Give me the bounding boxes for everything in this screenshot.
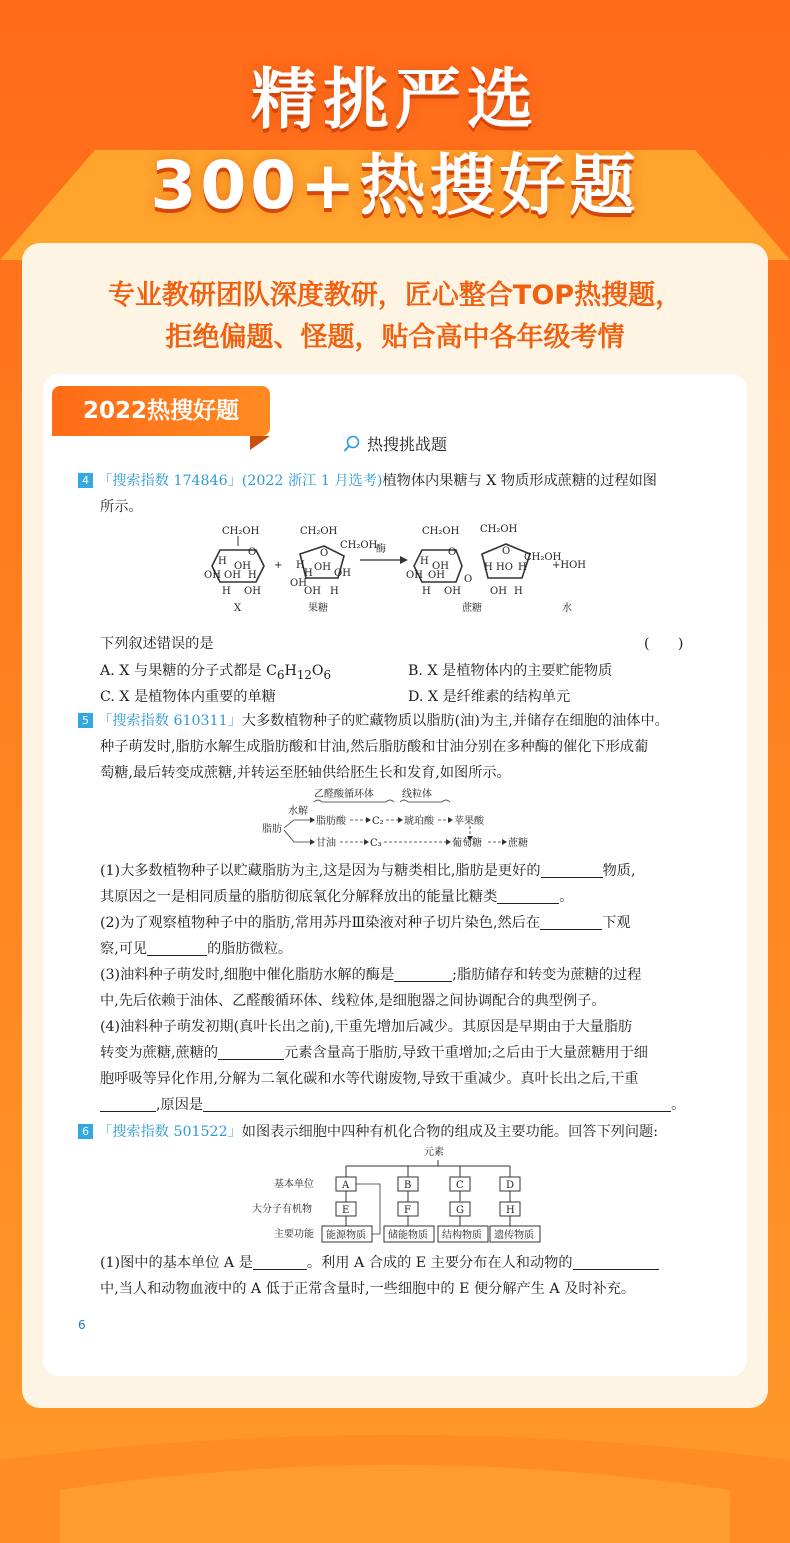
fig-fatty-acid: 脂肪酸 xyxy=(316,816,346,827)
q4-option-b: B. X 是植物体内的主要贮能物质 xyxy=(408,663,613,679)
plus-sign: + xyxy=(274,560,283,571)
q4-number: 4 xyxy=(78,473,93,488)
unit-b: B xyxy=(404,1180,412,1191)
q6-p1a: (1)图中的基本单位 A 是 xyxy=(100,1255,253,1271)
q5-stem-line3: 萄糖,最后转变成蔗糖,并转运至胚轴供给胚生长和发育,如图所示。 xyxy=(100,765,511,781)
enzyme-label: 酶 xyxy=(376,544,386,555)
q5-p1-line1 xyxy=(100,858,700,884)
q5-p4c: 元素含量高于脂肪,导致干重增加;之后由于大量蔗糖用于细 xyxy=(284,1045,648,1061)
hero-title-line2: 300+热搜好题 xyxy=(150,147,640,224)
q4-answer-paren: ( ) xyxy=(644,636,684,652)
func-structure: 结构物质 xyxy=(442,1230,482,1241)
q4-text xyxy=(78,468,698,520)
q4-search-tag: 「搜索指数 174846」 xyxy=(98,473,242,489)
fig-element: 元素 xyxy=(424,1147,444,1158)
opt-a-sub3: 6 xyxy=(323,667,332,682)
fru-h3: H xyxy=(330,586,339,597)
suc-ch2oh1: CH₂OH xyxy=(422,526,460,537)
fig-c2: C₂ xyxy=(372,816,384,827)
macro-f: F xyxy=(404,1205,411,1216)
section-title-text: 热搜挑战题 xyxy=(366,435,447,454)
x-h1: H xyxy=(218,556,227,567)
q5-stem-line1: 大多数植物种子的贮藏物质以脂肪(油)为主,并储存在细胞的油体中。 xyxy=(241,713,669,729)
suc-oh1: OH xyxy=(432,561,449,572)
q6-p1-line1 xyxy=(100,1250,700,1276)
q5-line1 xyxy=(78,708,698,734)
q5-p3-line1 xyxy=(100,962,700,988)
q5-p2d: 的脂肪微粒。 xyxy=(207,941,293,957)
unit-d: D xyxy=(506,1180,515,1191)
q5-p1a: (1)大多数植物种子以贮藏脂肪为主,这是因为与糖类相比,脂肪是更好的 xyxy=(100,863,541,879)
q6-p1b: 。利用 A 合成的 E 主要分布在人和动物的 xyxy=(306,1255,573,1271)
q5-p4-line1: (4)油料种子萌发初期(真叶长出之前),干重先增加后减少。其原因是早期由于大量脂肪 xyxy=(100,1019,633,1035)
q4-option-c: C. X 是植物体内重要的单糖 xyxy=(100,689,276,705)
answer-blank[interactable] xyxy=(100,1096,156,1112)
answer-blank[interactable] xyxy=(497,888,559,904)
subtitle-line2: 拒绝偏题、怪题，贴合高中各年级考情 xyxy=(165,322,625,353)
q5-p4-line2 xyxy=(100,1040,700,1066)
fig-mitochondria: 线粒体 xyxy=(402,789,432,800)
fig-c3: C₃ xyxy=(370,838,382,849)
suc-oh2: OH xyxy=(406,570,423,581)
opt-a-sub2: 12 xyxy=(296,667,312,682)
water-label: 水 xyxy=(562,603,572,614)
q5-p1c: 其原因之一是相同质量的脂肪彻底氧化分解释放出的能量比糖类 xyxy=(100,889,498,905)
suc-ch2oh2: CH₂OH xyxy=(480,524,518,535)
answer-blank[interactable] xyxy=(394,966,452,982)
q5-p4f: 。 xyxy=(671,1097,686,1113)
macro-e: E xyxy=(342,1205,350,1216)
macro-g: G xyxy=(456,1205,464,1216)
q4-option-a xyxy=(100,660,331,682)
q5-p2b: 下观 xyxy=(602,915,631,931)
fru-ring-o: O xyxy=(320,548,329,559)
fig-glyoxysome: 乙醛酸循环体 xyxy=(314,789,374,800)
q4-source: (2022 浙江 1 月选考) xyxy=(241,473,383,489)
suc-ho: HO xyxy=(496,562,513,573)
func-energy: 能源物质 xyxy=(326,1230,366,1241)
q6-col-c xyxy=(438,1166,488,1242)
q4-sucrose-figure xyxy=(200,520,590,618)
x-h2: H xyxy=(248,570,257,581)
q5-search-tag: 「搜索指数 610311」 xyxy=(98,713,242,729)
answer-blank[interactable] xyxy=(540,914,602,930)
q4-stem xyxy=(100,631,700,657)
x-oh4: OH xyxy=(244,586,261,597)
q5-p2-line2 xyxy=(100,936,700,962)
x-h3: H xyxy=(222,586,231,597)
fru-oh2: OH xyxy=(290,578,307,589)
fig-row-macros: 大分子有机物 xyxy=(252,1204,312,1215)
q6-col-d xyxy=(490,1166,540,1242)
q4-line2: 所示。 xyxy=(100,499,143,515)
q6-number: 6 xyxy=(78,1124,93,1139)
answer-blank[interactable] xyxy=(147,940,207,956)
q5-p4e: ,原因是 xyxy=(156,1097,204,1113)
answer-blank[interactable] xyxy=(218,1044,284,1060)
fru-oh4: OH xyxy=(304,586,321,597)
suc-o1: O xyxy=(448,547,457,558)
suc-h4: H xyxy=(518,562,527,573)
q5-p1-line2 xyxy=(100,884,700,910)
q5-p4b: 转变为蔗糖,蔗糖的 xyxy=(100,1045,219,1061)
sucrose-label: 蔗糖 xyxy=(462,603,482,614)
fig-fat: 脂肪 xyxy=(262,824,282,835)
q5-p4-line4 xyxy=(100,1092,700,1118)
section-title xyxy=(0,432,790,455)
q6-text xyxy=(78,1119,698,1145)
fig-glycerol: 甘油 xyxy=(316,838,336,849)
q5-p1b: 物质, xyxy=(602,863,636,879)
fig-row-functions: 主要功能 xyxy=(274,1229,314,1240)
suc-h2: H xyxy=(422,586,431,597)
x-oh2: OH xyxy=(204,570,221,581)
x-ring-o: O xyxy=(248,547,257,558)
hero-title-line1: 精挑严选 xyxy=(251,61,539,138)
q4-line1 xyxy=(78,468,698,494)
q5-p4-line3: 胞呼吸等异化作用,分解为二氧化碳和水等代谢废物,导致干重减少。真叶长出之后,干重 xyxy=(100,1071,639,1087)
fru-h2: H xyxy=(304,568,313,579)
q5-p3b: ;脂肪储存和转变为蔗糖的过程 xyxy=(452,967,642,983)
suc-oh3: OH xyxy=(428,570,445,581)
opt-a-o: O xyxy=(311,663,324,679)
fructose-label: 果糖 xyxy=(308,603,328,614)
func-storage: 储能物质 xyxy=(388,1230,428,1241)
q5-text xyxy=(78,708,698,786)
q4-stem-text: 下列叙述错误的是 xyxy=(100,636,214,652)
suc-oh5: OH xyxy=(490,586,507,597)
fig-succinic: 琥珀酸 xyxy=(404,816,434,827)
q5-stem-line2: 种子萌发时,脂肪水解生成脂肪酸和甘油,然后脂肪酸和甘油分别在多种酶的催化下形成葡 xyxy=(100,739,649,755)
q4-stem-line1: 植物体内果糖与 X 物质形成蔗糖的过程如图 xyxy=(382,473,657,489)
x-label: X xyxy=(234,603,242,614)
q6-subquestions xyxy=(100,1250,700,1302)
suc-h3: H xyxy=(484,562,493,573)
answer-blank[interactable] xyxy=(253,1254,307,1270)
opt-a-h: H xyxy=(284,663,297,679)
opt-a-text: A. X 与果糖的分子式都是 C xyxy=(100,663,277,679)
q6-col-b xyxy=(384,1166,434,1242)
bottom-decoration xyxy=(0,1420,790,1543)
answer-blank[interactable] xyxy=(541,862,603,878)
subtitle-line1: 专业教研团队深度教研，匠心整合TOP热搜题， xyxy=(107,280,683,311)
q6-stem-line1: 如图表示细胞中四种有机化合物的组成及主要功能。回答下列问题: xyxy=(241,1124,659,1140)
q5-p3-line2: 中,先后依赖于油体、乙醛酸循环体、线粒体,是细胞器之间协调配合的典型例子。 xyxy=(100,993,606,1009)
fru-oh3: OH xyxy=(334,568,351,579)
q5-number: 5 xyxy=(78,713,93,728)
fru-oh1: OH xyxy=(314,562,331,573)
fig-glucose: 葡萄糖 xyxy=(452,838,482,849)
unit-a: A xyxy=(342,1180,350,1191)
q6-p1-line2: 中,当人和动物血液中的 A 低于正常含量时,一些细胞中的 E 便分解产生 A 及时补充。 xyxy=(100,1281,636,1297)
q4-option-d: D. X 是纤维素的结构单元 xyxy=(408,689,571,705)
q6-line1 xyxy=(78,1119,698,1145)
q5-p3a: (3)油料种子萌发时,细胞中催化脂肪水解的酶是 xyxy=(100,967,395,983)
q5-p2c: 察,可见 xyxy=(100,941,148,957)
x-oh3: OH xyxy=(224,570,241,581)
q6-col-a xyxy=(322,1166,380,1242)
suc-ch2oh3: CH₂OH xyxy=(524,552,562,563)
suc-h5: H xyxy=(514,586,523,597)
fig-sucrose: 蔗糖 xyxy=(508,838,528,849)
year-badge: 2022热搜好题 xyxy=(52,386,270,436)
unit-c: C xyxy=(456,1180,464,1191)
fig-hydrolysis: 水解 xyxy=(288,806,308,817)
fru-h1: H xyxy=(296,560,305,571)
q6-search-tag: 「搜索指数 501522」 xyxy=(98,1124,242,1140)
suc-bridge-o: O xyxy=(464,574,473,585)
q5-subquestions xyxy=(100,858,700,1118)
suc-oh4: OH xyxy=(444,586,461,597)
x-oh1: OH xyxy=(234,561,251,572)
answer-blank[interactable] xyxy=(573,1254,659,1270)
func-genetic: 遗传物质 xyxy=(494,1230,534,1241)
opt-a-sub1: 6 xyxy=(276,667,285,682)
fig-malic: 苹果酸 xyxy=(454,816,484,827)
fig-row-units: 基本单位 xyxy=(274,1179,314,1190)
q5-fat-conversion-figure xyxy=(258,786,548,854)
q5-p2-line1 xyxy=(100,910,700,936)
magnifier-icon xyxy=(343,435,361,453)
suc-h1: H xyxy=(420,556,429,567)
page-number: 6 xyxy=(78,1318,86,1332)
hoh-label: +HOH xyxy=(552,560,587,571)
q6-compound-figure xyxy=(248,1144,548,1248)
q5-p1d: 。 xyxy=(559,889,574,905)
macro-h: H xyxy=(506,1205,515,1216)
x-ch2oh: CH₂OH xyxy=(222,526,260,537)
fru-ch2oh2: CH₂OH xyxy=(340,540,378,551)
q5-p2a: (2)为了观察植物种子中的脂肪,常用苏丹Ⅲ染液对种子切片染色,然后在 xyxy=(100,915,541,931)
fru-ch2oh1: CH₂OH xyxy=(300,526,338,537)
suc-o2: O xyxy=(502,546,511,557)
answer-blank-long[interactable] xyxy=(203,1096,671,1112)
